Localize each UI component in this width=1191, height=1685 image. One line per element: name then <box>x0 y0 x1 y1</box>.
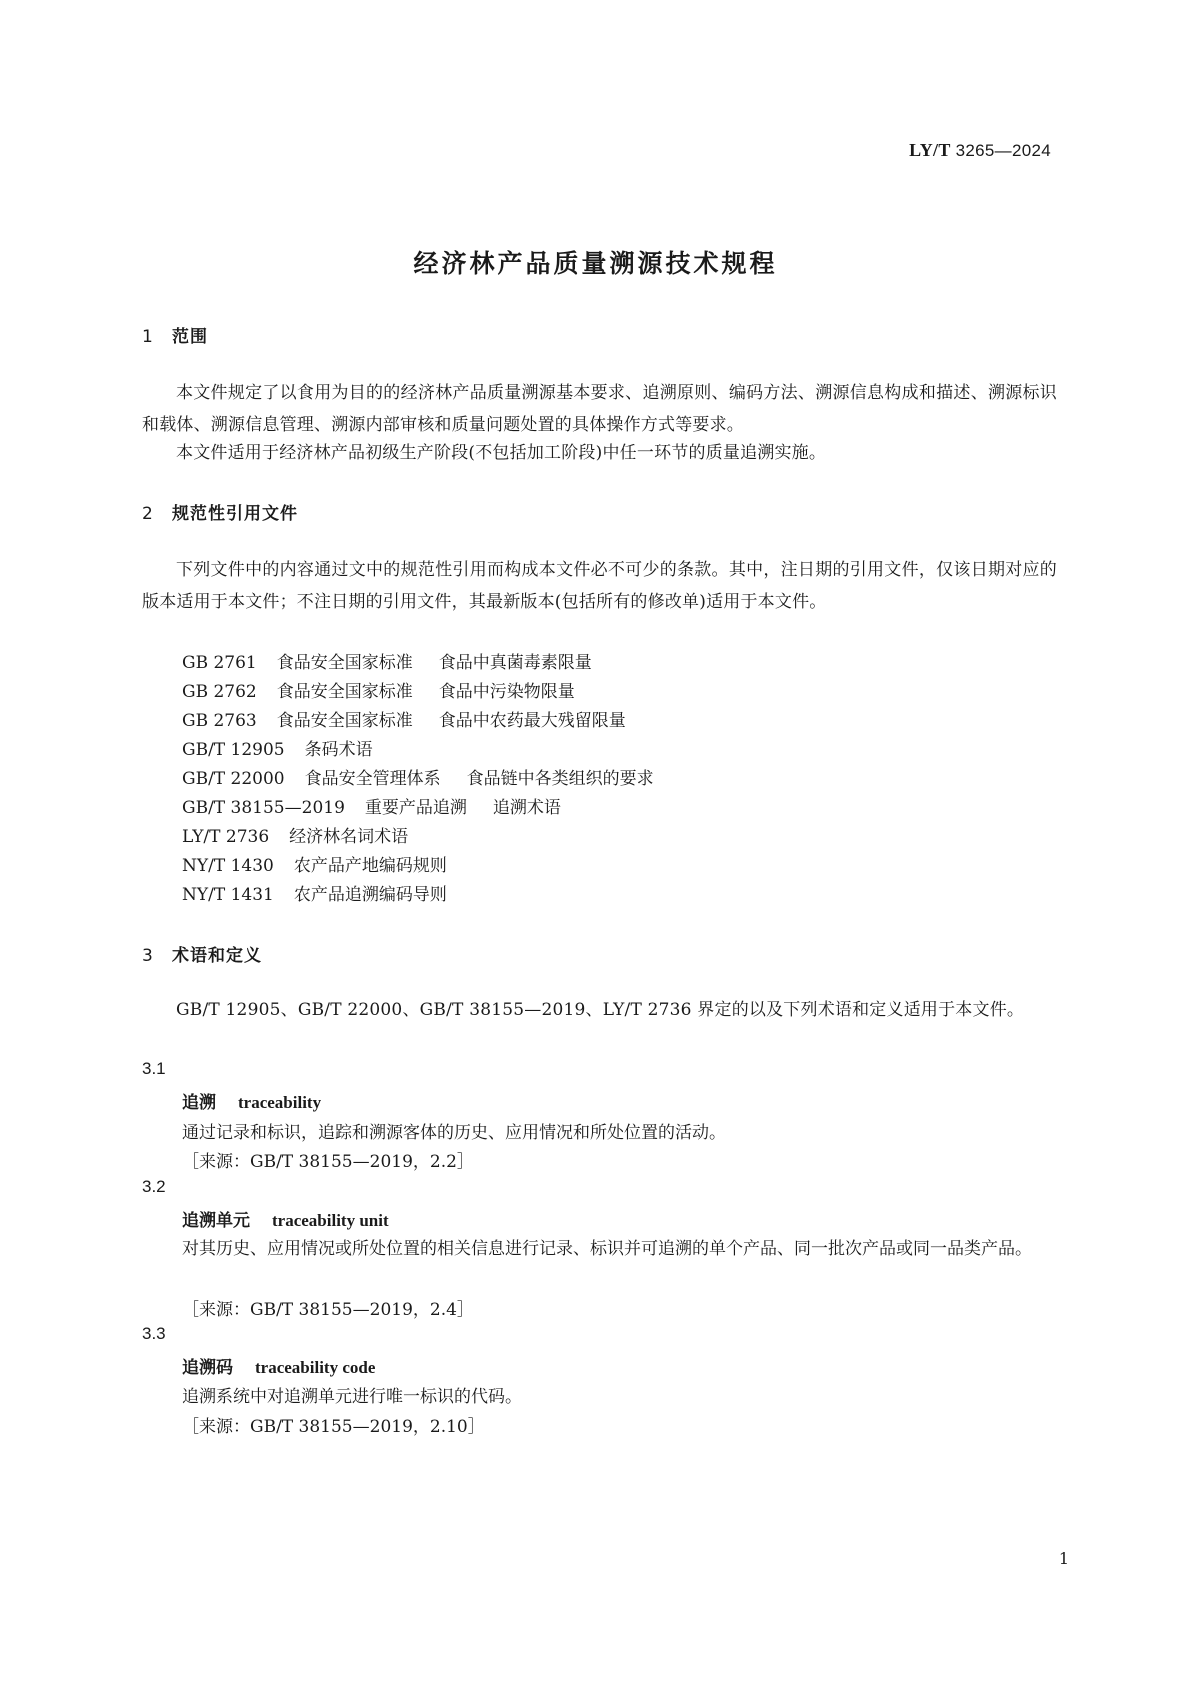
reference-title: 经济林名词术语 <box>289 827 409 847</box>
section-3-heading <box>142 941 262 966</box>
term-number: 3.3 <box>142 1324 166 1343</box>
reference-code: GB 2763 <box>182 711 257 731</box>
term-en: traceability <box>238 1093 322 1112</box>
reference-item <box>182 735 373 760</box>
standard-code <box>909 140 1051 161</box>
reference-item <box>182 822 408 847</box>
section-number: 1 <box>142 327 154 347</box>
reference-subtitle: 食品中真菌毒素限量 <box>438 653 592 673</box>
reference-item <box>182 764 654 789</box>
section-1-heading <box>142 322 208 347</box>
term-zh: 追溯码 <box>182 1358 233 1378</box>
reference-item <box>182 793 561 818</box>
section-number: 3 <box>142 946 154 966</box>
reference-code: GB/T 38155—2019 <box>182 798 345 818</box>
term-zh: 追溯 <box>182 1093 216 1113</box>
term-name <box>182 1088 321 1113</box>
reference-code: GB 2762 <box>182 682 257 702</box>
term-en: traceability unit <box>272 1211 389 1230</box>
section-title: 规范性引用文件 <box>172 504 298 524</box>
term-source: ［来源：GB/T 38155—2019，2.4］ <box>182 1300 474 1320</box>
section-2-heading <box>142 499 298 524</box>
term-source: ［来源：GB/T 38155—2019，2.2］ <box>182 1152 474 1172</box>
reference-title: 条码术语 <box>304 740 373 760</box>
terms-intro: GB/T 12905、GB/T 22000、GB/T 38155—2019、LY/T 2736 界定的以及下列术语和定义适用于本文件。 <box>176 1000 1025 1020</box>
reference-subtitle: 食品中污染物限量 <box>438 682 575 702</box>
reference-item <box>182 677 575 702</box>
reference-title: 重要产品追溯 <box>364 798 467 818</box>
reference-item <box>182 880 447 905</box>
term-zh: 追溯单元 <box>182 1211 250 1231</box>
term-source: ［来源：GB/T 38155—2019，2.10］ <box>182 1417 485 1437</box>
reference-title: 食品安全国家标准 <box>276 711 413 731</box>
reference-item <box>182 851 447 876</box>
section-title: 术语和定义 <box>172 946 262 966</box>
reference-code: NY/T 1430 <box>182 856 274 876</box>
reference-subtitle: 食品链中各类组织的要求 <box>466 769 654 789</box>
term-name <box>182 1206 389 1231</box>
reference-title: 食品安全国家标准 <box>276 682 413 702</box>
standard-code-number: 3265—2024 <box>955 141 1051 160</box>
reference-code: GB/T 12905 <box>182 740 285 760</box>
term-number: 3.2 <box>142 1177 166 1196</box>
standard-code-prefix: LY/T <box>909 140 951 160</box>
section-number: 2 <box>142 504 154 524</box>
reference-code: GB/T 22000 <box>182 769 285 789</box>
document-title: 经济林产品质量溯源技术规程 <box>413 249 778 278</box>
page-number: 1 <box>1058 1549 1069 1568</box>
reference-title: 农产品追溯编码导则 <box>293 885 447 905</box>
term-name <box>182 1353 375 1378</box>
reference-title: 食品安全国家标准 <box>276 653 413 673</box>
term-number: 3.1 <box>142 1059 166 1078</box>
term-definition: 追溯系统中对追溯单元进行唯一标识的代码。 <box>182 1387 522 1407</box>
reference-item <box>182 648 592 673</box>
reference-code: NY/T 1431 <box>182 885 274 905</box>
term-definition: 对其历史、应用情况或所处位置的相关信息进行记录、标识并可追溯的单个产品、同一批次产品或同一品类产品。 <box>182 1239 1032 1259</box>
term-definition: 通过记录和标识，追踪和溯源客体的历史、应用情况和所处位置的活动。 <box>182 1123 726 1143</box>
reference-item <box>182 706 626 731</box>
scope-paragraph-2: 本文件适用于经济林产品初级生产阶段(不包括加工阶段)中任一环节的质量追溯实施。 <box>176 443 827 463</box>
scope-paragraph-1: 本文件规定了以食用为目的的经济林产品质量溯源基本要求、追溯原则、编码方法、溯源信息构成和描述、溯源标识和载体、溯源信息管理、溯源内部审核和质量问题处置的具体操作方式等要求。 <box>142 383 1057 435</box>
term-en: traceability code <box>255 1358 376 1377</box>
reference-subtitle: 追溯术语 <box>492 798 561 818</box>
references-intro: 下列文件中的内容通过文中的规范性引用而构成本文件必不可少的条款。其中，注日期的引用文件，仅该日期对应的版本适用于本文件；不注日期的引用文件，其最新版本(包括所有的修改单)适用于本文件。 <box>142 560 1057 612</box>
reference-title: 农产品产地编码规则 <box>293 856 447 876</box>
section-title: 范围 <box>172 327 208 347</box>
reference-subtitle: 食品中农药最大残留限量 <box>438 711 626 731</box>
reference-code: GB 2761 <box>182 653 257 673</box>
reference-code: LY/T 2736 <box>182 827 270 847</box>
reference-title: 食品安全管理体系 <box>304 769 441 789</box>
